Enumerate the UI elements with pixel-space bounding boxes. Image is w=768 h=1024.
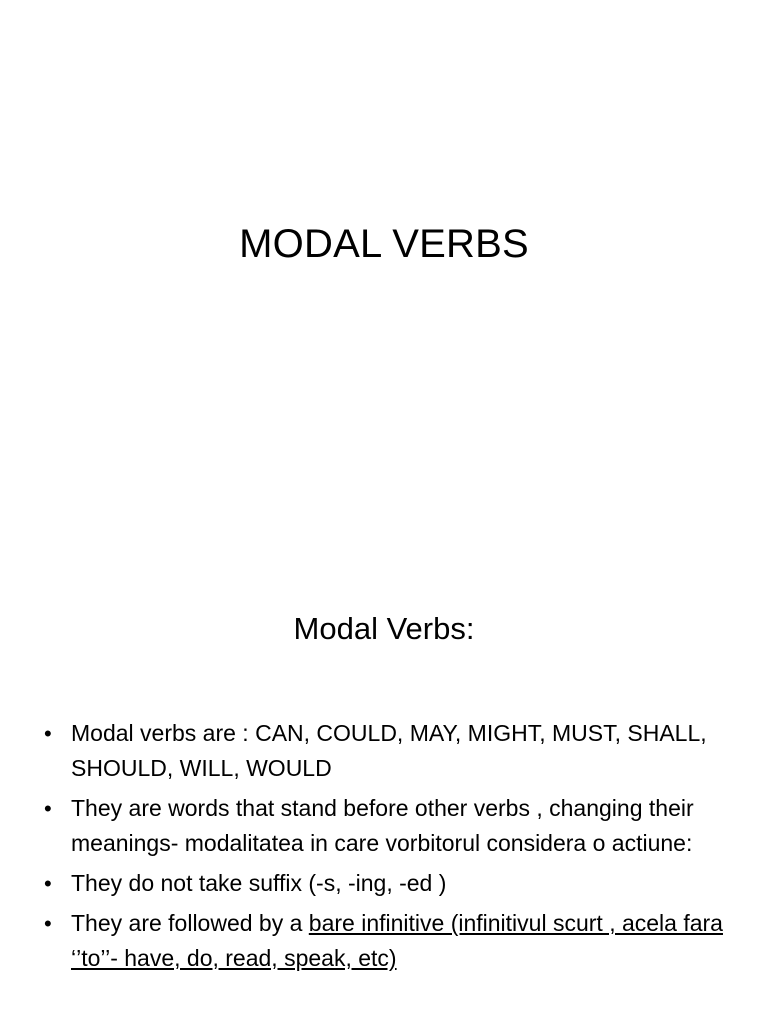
bullet-text: They are words that stand before other verbs , changing their meanings- modalitatea in care vorbitorul considera o actiune: — [71, 795, 694, 856]
bullet-icon: • — [44, 871, 52, 896]
list-item — [44, 716, 744, 786]
bullet-text: They do not take suffix (-s, -ing, -ed ) — [71, 870, 447, 896]
slide-title: MODAL VERBS — [239, 222, 529, 266]
list-item — [44, 791, 744, 861]
bullet-icon: • — [44, 911, 52, 936]
bullet-text: They are followed by a — [71, 910, 309, 936]
bullet-text-underlined: bare infinitive (infinitivul scurt , acela fara ‘’to’’- have, do, read, speak, etc) — [71, 910, 723, 971]
list-item — [44, 906, 744, 976]
bullet-icon: • — [44, 721, 52, 746]
bullet-icon: • — [44, 796, 52, 821]
slide-heading: Modal Verbs: — [293, 611, 475, 646]
list-item — [44, 866, 744, 901]
bullet-text: Modal verbs are : CAN, COULD, MAY, MIGHT, MUST, SHALL, SHOULD, WILL, WOULD — [71, 720, 707, 781]
bullet-list — [44, 716, 744, 981]
slide-2 — [0, 576, 768, 1024]
